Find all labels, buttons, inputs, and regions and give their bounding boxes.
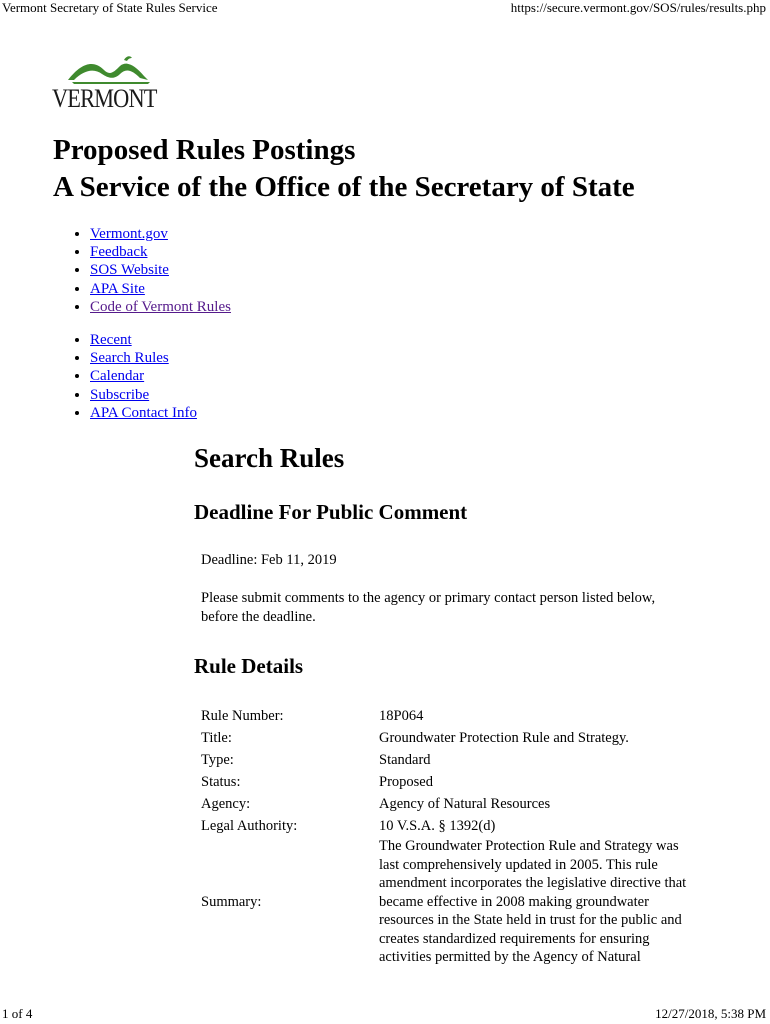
status-value: Proposed: [379, 773, 433, 790]
table-row: [199, 749, 701, 771]
type-label: Type:: [201, 751, 234, 768]
link-feedback[interactable]: Feedback: [90, 244, 148, 261]
legal-authority-value: 10 V.S.A. § 1392(d): [379, 817, 496, 834]
print-header-url: https://secure.vermont.gov/SOS/rules/results.php: [510, 0, 766, 15]
rule-details-table: [199, 705, 701, 967]
link-apa-contact-info[interactable]: APA Contact Info: [90, 404, 197, 421]
primary-nav-item: [90, 243, 231, 261]
print-footer-page: 1 of 4: [2, 1006, 33, 1021]
secondary-nav-item: [90, 367, 197, 385]
link-apa-site[interactable]: APA Site: [90, 280, 145, 297]
print-header-title: Vermont Secretary of State Rules Service: [2, 0, 218, 15]
rule-number-label: Rule Number:: [201, 707, 284, 724]
secondary-nav-list: [90, 331, 197, 422]
table-row: [199, 771, 701, 793]
page-title-line2: A Service of the Office of the Secretary of State: [53, 171, 635, 203]
table-row: [199, 705, 701, 727]
agency-value: Agency of Natural Resources: [379, 795, 551, 812]
page-title: [53, 132, 635, 206]
rule-details-heading: Rule Details: [194, 654, 304, 678]
secondary-nav-item: [90, 331, 197, 349]
link-sos-website[interactable]: SOS Website: [90, 262, 169, 279]
primary-nav-item: [90, 225, 231, 243]
primary-nav-item: [90, 261, 231, 279]
page-title-line1: Proposed Rules Postings: [53, 134, 356, 166]
search-rules-heading: Search Rules: [194, 443, 345, 473]
link-vermont-gov[interactable]: Vermont.gov: [90, 226, 168, 242]
table-row: [199, 793, 701, 815]
primary-nav-list: [90, 225, 231, 316]
primary-nav-item: [90, 280, 231, 298]
print-footer-timestamp: 12/27/2018, 5:38 PM: [655, 1006, 766, 1021]
link-calendar[interactable]: Calendar: [90, 368, 145, 385]
secondary-nav-item: [90, 404, 197, 422]
deadline-text: Deadline: Feb 11, 2019: [201, 552, 337, 568]
vermont-logo[interactable]: [52, 52, 170, 112]
table-row: [199, 837, 701, 967]
link-code-of-vermont-rules[interactable]: Code of Vermont Rules: [90, 298, 231, 315]
type-value: Standard: [379, 751, 431, 768]
title-value: Groundwater Protection Rule and Strategy.: [379, 729, 629, 746]
link-recent[interactable]: Recent: [90, 332, 132, 348]
table-row: [199, 815, 701, 837]
deadline-note: Please submit comments to the agency or primary contact person listed below, before the deadline.: [201, 590, 656, 625]
secondary-nav-item: [90, 349, 197, 367]
secondary-nav-item: [90, 386, 197, 404]
status-label: Status:: [201, 773, 241, 790]
logo-wordmark: VERMONT: [52, 84, 157, 113]
agency-label: Agency:: [201, 795, 251, 812]
summary-label: Summary:: [201, 893, 262, 910]
link-search-rules[interactable]: Search Rules: [90, 350, 169, 367]
rule-number-value: 18P064: [379, 707, 424, 724]
legal-authority-label: Legal Authority:: [201, 817, 298, 834]
summary-value: The Groundwater Protection Rule and Strategy was last comprehensively updated in 2005. This rule amendment incorporates the legislative directive that became effective in 2008 making groundwater resources in the State held in trust for the public and creates standardized requirements for ensuring activities permitted by the Agency of Natural: [379, 838, 687, 965]
table-row: [199, 727, 701, 749]
primary-nav-item: [90, 298, 231, 316]
link-subscribe[interactable]: Subscribe: [90, 386, 150, 403]
deadline-heading: Deadline For Public Comment: [194, 500, 468, 524]
title-label: Title:: [201, 729, 232, 746]
